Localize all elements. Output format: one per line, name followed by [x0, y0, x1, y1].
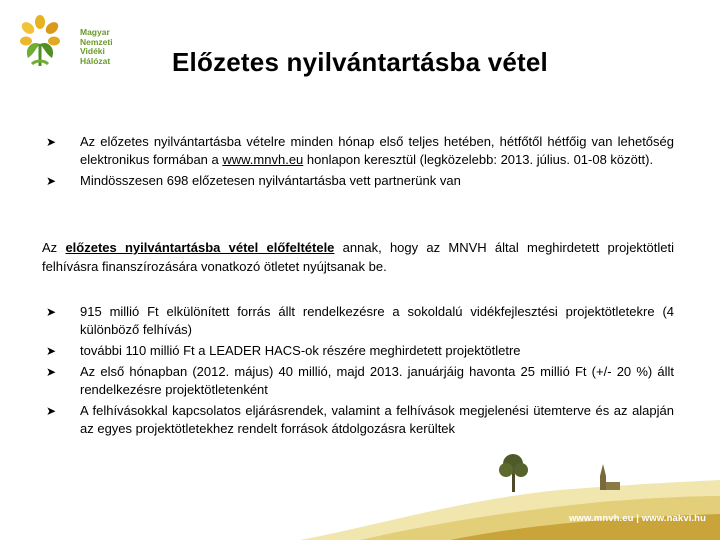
- logo-line: Nemzeti: [80, 36, 113, 47]
- arrow-bullet-icon: ➤: [46, 404, 57, 418]
- logo-line: Magyar: [80, 27, 110, 37]
- arrow-bullet-icon: ➤: [46, 174, 57, 188]
- page-title: Előzetes nyilvántartásba vétel: [172, 47, 548, 77]
- church-icon: [600, 464, 620, 490]
- bullet-text: Az első hónapban (2012. május) 40 millió, majd 2013. januárjáig havonta 25 millió Ft (+/- 20 %) állt rendelkezésre projektötletenként: [80, 364, 674, 397]
- list-item: [46, 172, 674, 190]
- bullet-text: 915 millió Ft elkülönített forrás állt rendelkezésre a sokoldalú vidékfejlesztési projektötletekre (4 különböző felhívás): [80, 304, 674, 337]
- list-item: [46, 303, 674, 339]
- bullet-text: Az előzetes nyilvántartásba vételre minden hónap első teljes hetében, hétfőtől hétfőig van lehetőség elektronikus formában a: [80, 134, 674, 167]
- funding-bullets: [46, 303, 674, 438]
- bullet-text: Mindösszesen 698 előzetesen nyilvántartásba vett partnerünk van: [80, 173, 461, 188]
- paragraph-text: annak, hogy az MNVH által meghirdetett projektötleti felhívásra finanszírozására vonatkozó ötletet nyújtsanak be.: [42, 240, 674, 274]
- arrow-bullet-icon: ➤: [46, 344, 57, 358]
- bullet-text: további 110 millió Ft a LEADER HACS-ok részére meghirdetett projektötletre: [80, 343, 521, 358]
- list-item: [46, 342, 674, 360]
- paragraph-text: Az: [42, 240, 66, 255]
- tree-icon: [499, 454, 528, 492]
- footer-links: www.mnvh.eu | www.nakvi.hu: [568, 513, 706, 524]
- arrow-bullet-icon: ➤: [46, 305, 57, 319]
- logo-line: Vidéki: [80, 46, 105, 56]
- logo-line: Hálózat: [80, 55, 111, 66]
- paragraph-highlight: előzetes nyilvántartásba vétel előfeltétele: [65, 240, 335, 255]
- list-item: [46, 363, 674, 399]
- arrow-bullet-icon: ➤: [46, 135, 57, 149]
- arrow-bullet-icon: ➤: [46, 365, 57, 379]
- mnvh-link[interactable]: www.mnvh.eu: [222, 152, 304, 167]
- list-item: [46, 133, 674, 169]
- bullet-text: A felhívásokkal kapcsolatos eljárásrendek, valamint a felhívások megjelenési ütemterve és az alapján az egyes projektötletekhez rendelt források átdolgozásra kerültek: [80, 403, 674, 436]
- registration-bullets: [46, 133, 674, 190]
- bullet-text: honlapon keresztül (legközelebb: 2013. július. 01-08 között).: [303, 152, 654, 167]
- prerequisite-paragraph: [42, 238, 674, 276]
